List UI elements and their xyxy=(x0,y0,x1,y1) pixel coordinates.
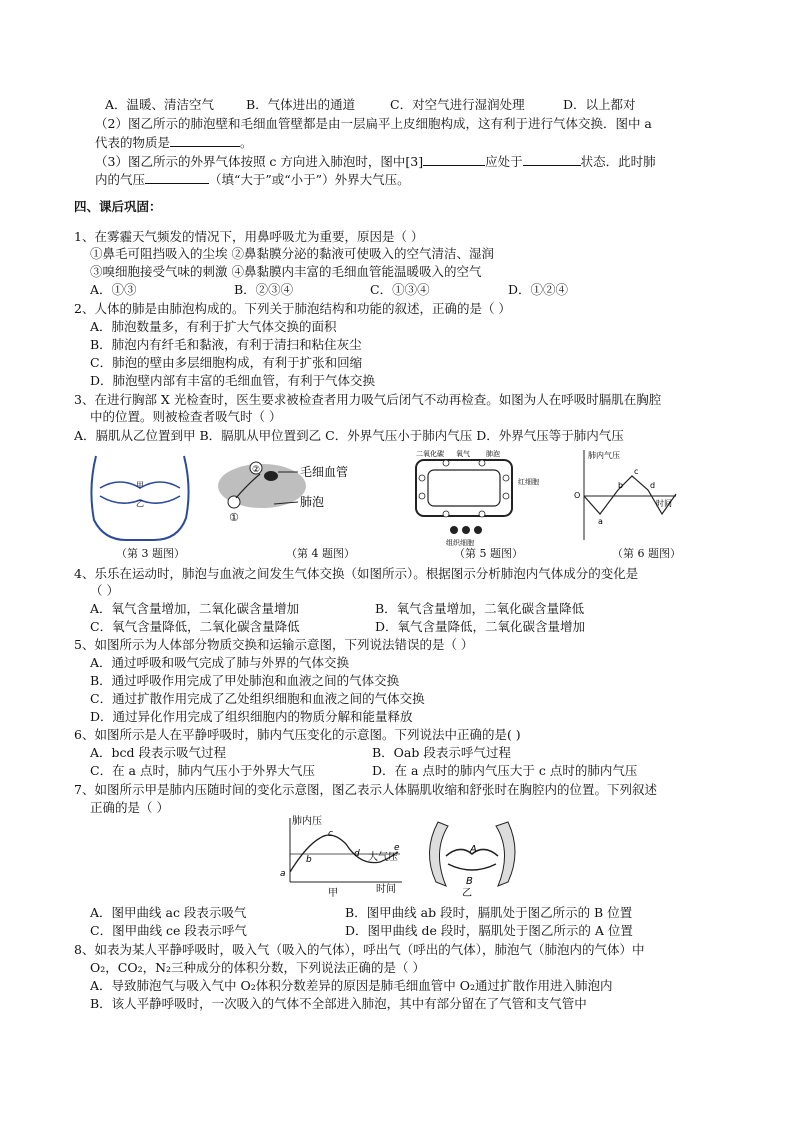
fig3-caption: （第 3 题图） xyxy=(116,547,185,560)
fig5-label-co2: 二氧化碳 xyxy=(416,450,444,458)
q6-option-c: C．在 a 点时，肺内气压小于外界大气压 xyxy=(90,763,315,778)
fig7-label-yi: 乙 xyxy=(462,888,472,898)
fig7-xlabel: 时间 xyxy=(376,884,396,895)
q4-stem-line2: （ ） xyxy=(90,583,119,598)
fig4-num-1: ① xyxy=(229,511,239,524)
q7-stem-line1: 7、如图所示甲是肺内压随时间的变化示意图，图乙表示人体膈肌收缩和舒张时在胸腔内的位置。下列叙述 xyxy=(74,782,657,797)
q1-option-b: B．②③④ xyxy=(234,282,294,297)
answer-blank[interactable] xyxy=(145,170,209,184)
fig6-point-a: a xyxy=(598,517,603,526)
q2-option-d: D．肺泡壁内部有丰富的毛细血管，有利于气体交换 xyxy=(90,373,376,388)
fig7-point-a: a xyxy=(280,869,286,879)
q2-option-a: A．肺泡数量多，有利于扩大气体交换的面积 xyxy=(90,319,337,334)
q6-option-d: D．在 a 点时的肺内气压大于 c 点时的肺内气压 xyxy=(372,763,638,778)
q1-option-d: D．①②④ xyxy=(508,282,569,297)
q4-option-a: A．氧气含量增加，二氧化碳含量增加 xyxy=(90,601,300,616)
fig5-label-rbc: 红细胞 xyxy=(518,478,539,486)
q4-option-b: B．氧气含量增加，二氧化碳含量降低 xyxy=(375,601,585,616)
fig6-origin: O xyxy=(574,491,581,500)
fig6-point-c: c xyxy=(634,467,639,476)
answer-blank[interactable] xyxy=(170,133,240,147)
fig5-label-alveolus: 肺泡 xyxy=(486,450,500,458)
fig7-point-d: d xyxy=(354,849,360,859)
fig6-point-b: b xyxy=(618,481,624,490)
fig7-label-B: B xyxy=(466,876,473,887)
fig4-label-capillary: 毛细血管 xyxy=(300,465,349,479)
q8-option-b: B．该人平静呼吸时，一次吸入的气体不全部进入肺泡，其中有部分留在了气管和支气管中 xyxy=(90,996,587,1011)
q8-option-a: A．导致肺泡气与吸入气中 O₂体积分数差异的原因是肺毛细血管中 O₂通过扩散作用进入肺泡内 xyxy=(90,978,613,993)
fig5-exchange-diagram xyxy=(416,449,539,547)
q2-stem: 2、人体的肺是由肺泡构成的。下列关于肺泡结构和功能的叙述，正确的是（ ） xyxy=(74,301,511,316)
q5-option-c: C．通过扩散作用完成了乙处组织细胞和血液之间的气体交换 xyxy=(90,691,425,706)
prev-q2-line1: （2）图乙所示的肺泡壁和毛细血管壁都是由一层扁平上皮细胞构成，这有利于进行气体交换．图中 a xyxy=(95,116,652,131)
fig7-label-jia: 甲 xyxy=(328,888,338,898)
prev-q3-line2: 内的气压 （填“大于”或“小于”）外界大气压。 xyxy=(95,172,410,187)
fig5-caption: （第 5 题图） xyxy=(454,547,523,560)
q1-option-a: A．①③ xyxy=(90,282,137,297)
q2-option-c: C．肺泡的壁由多层细胞构成，有利于扩张和回缩 xyxy=(90,355,363,370)
fig6-ylabel: 肺内气压 xyxy=(588,451,620,460)
q5-option-d: D．通过异化作用完成了组织细胞内的物质分解和能量释放 xyxy=(90,709,413,724)
q1-statement-2: ③嗅细胞接受气味的刺激 ④鼻黏膜内丰富的毛细血管能温暖吸入的空气 xyxy=(90,264,482,279)
fig7-ylabel: 肺内压 xyxy=(292,816,322,827)
prev-q1-option-a: A．温暖、清洁空气 xyxy=(105,97,215,112)
figure-row xyxy=(86,448,686,548)
fig7-point-b: b xyxy=(306,855,312,865)
q1-stem: 1、在雾霾天气频发的情况下，用鼻呼吸尤为重要，原因是（ ） xyxy=(74,229,424,244)
q8-stem-line1: 8、如表为某人平静呼吸时，吸入气（吸入的气体），呼出气（呼出的气体），肺泡气（肺泡内的气体）中 xyxy=(74,942,645,957)
q5-option-b: B．通过呼吸作用完成了甲处肺泡和血液之间的气体交换 xyxy=(90,673,400,688)
fig3-diaphragm-diagram xyxy=(91,456,188,540)
fig4-caption: （第 4 题图） xyxy=(286,547,355,560)
q3-options: A．膈肌从乙位置到甲 B．膈肌从甲位置到乙 C．外界气压小于肺内气压 D．外界气压等于肺内气压 xyxy=(74,428,624,443)
fig5-label-tissue: 组织细胞 xyxy=(446,539,474,547)
fig7-point-c: c xyxy=(328,829,333,839)
fig6-pressure-chart xyxy=(574,450,676,540)
q7-option-b: B．图甲曲线 ab 段时，膈肌处于图乙所示的 B 位置 xyxy=(345,905,633,920)
q7-option-d: D．图甲曲线 de 段时，膈肌处于图乙所示的 A 位置 xyxy=(345,923,633,938)
fig3-label-jia: 甲 xyxy=(136,481,144,490)
q6-option-a: A．bcd 段表示吸气过程 xyxy=(90,745,227,760)
q7-figure xyxy=(276,812,516,898)
fig4-label-alveolus: 肺泡 xyxy=(300,495,325,509)
q4-stem-line1: 4、乐乐在运动时，肺泡与血液之间发生气体交换（如图所示）。根据图示分析肺泡内气体成分的变化是 xyxy=(74,566,639,581)
prev-q2-line2: 代表的物质是 。 xyxy=(95,135,253,150)
fig4-alveolus-diagram xyxy=(218,462,348,524)
prev-q1-option-c: C．对空气进行湿润处理 xyxy=(390,97,525,112)
q7-option-a: A．图甲曲线 ac 段表示吸气 xyxy=(90,905,247,920)
q3-stem-line2: 中的位置。则被检查者吸气时（ ） xyxy=(90,409,282,424)
q6-option-b: B．Oab 段表示呼气过程 xyxy=(372,745,511,760)
answer-blank[interactable] xyxy=(523,152,581,166)
q7-stem-line2: 正确的是（ ） xyxy=(90,800,169,815)
fig7-pressure-chart xyxy=(280,814,402,898)
q7-option-c: C．图甲曲线 ce 段表示呼气 xyxy=(90,923,247,938)
answer-blank[interactable] xyxy=(423,152,485,166)
q6-stem: 6、如图所示是人在平静呼吸时，肺内气压变化的示意图。下列说法中正确的是( ) xyxy=(74,727,521,742)
fig5-label-o2: 氧气 xyxy=(456,450,470,458)
fig3-label-yi: 乙 xyxy=(136,499,144,508)
fig6-xlabel: 时间 xyxy=(656,499,672,508)
q5-option-a: A．通过呼吸和吸气完成了肺与外界的气体交换 xyxy=(90,655,350,670)
q3-stem-line1: 3、在进行胸部 X 光检查时，医生要求被检查者用力吸气后闭气不动再检查。如图为人在呼吸时膈肌在胸腔 xyxy=(74,392,662,407)
fig7-atm-label: 大气压 xyxy=(368,852,398,863)
q1-option-c: C．①③④ xyxy=(370,282,430,297)
fig4-num-2: ② xyxy=(252,465,261,475)
q4-option-d: D．氧气含量降低，二氧化碳含量增加 xyxy=(375,619,586,634)
prev-q1-option-b: B．气体进出的通道 xyxy=(246,97,356,112)
prev-q1-option-d: D．以上都对 xyxy=(563,97,636,112)
fig6-caption: （第 6 题图） xyxy=(612,547,681,560)
prev-q3-line1: （3）图乙所示的外界气体按照 c 方向进入肺泡时，图中[3] 应处于 状态．此时肺 xyxy=(95,154,656,169)
fig7-label-A: A xyxy=(470,844,477,855)
q2-option-b: B．肺泡内有纤毛和黏液，有利于清扫和粘住灰尘 xyxy=(90,337,362,352)
fig6-point-d: d xyxy=(650,481,656,490)
fig7-point-e: e xyxy=(394,843,400,853)
q4-option-c: C．氧气含量降低，二氧化碳含量降低 xyxy=(90,619,300,634)
q8-stem-line2: O₂，CO₂，N₂三种成分的体积分数，下列说法正确的是（ ） xyxy=(90,960,426,975)
q1-statement-1: ①鼻毛可阻挡吸入的尘埃 ②鼻黏膜分泌的黏液可使吸入的空气清洁、湿润 xyxy=(90,246,494,261)
section-title: 四、课后巩固： xyxy=(74,199,162,214)
fig7-diaphragm-diagram xyxy=(429,822,515,898)
q5-stem: 5、如图所示为人体部分物质交换和运输示意图，下列说法错误的是（ ） xyxy=(74,637,474,652)
